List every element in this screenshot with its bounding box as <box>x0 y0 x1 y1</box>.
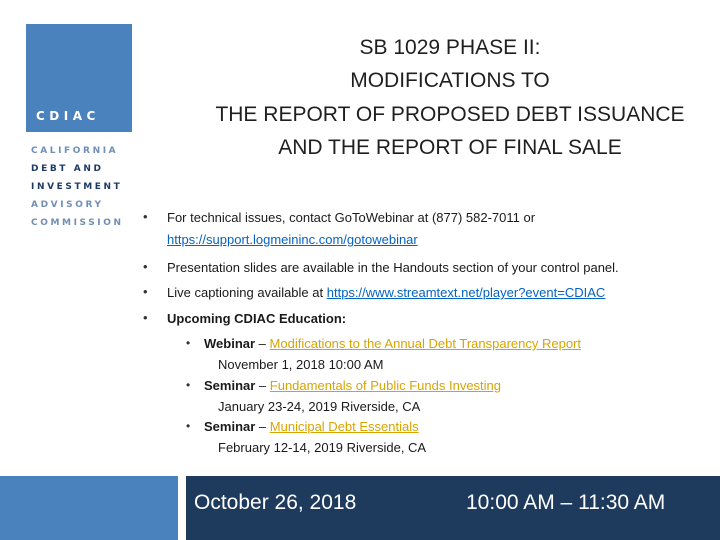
sub-bullet-icon: • <box>186 378 191 392</box>
education-item-1 <box>204 336 581 351</box>
captioning-line <box>167 285 605 300</box>
education-item-3 <box>204 419 419 434</box>
education-type: Webinar <box>204 336 256 351</box>
education-item-2-detail: January 23-24, 2019 Riverside, CA <box>218 399 421 414</box>
footer-date: October 26, 2018 <box>194 491 357 514</box>
org-name-line-1: CALIFORNIA <box>31 146 119 156</box>
footer-accent-block <box>0 476 178 540</box>
cdiac-logo-text: CDIAC <box>36 109 100 123</box>
tech-support-text: For technical issues, contact GoToWebinar at (877) 582-7011 or <box>167 210 536 225</box>
education-item-2 <box>204 378 501 393</box>
footer-time: 10:00 AM – 11:30 AM <box>466 491 666 514</box>
gotowebinar-support-link[interactable]: https://support.logmeininc.com/gotowebinar <box>167 232 418 247</box>
captioning-text: Live captioning available at <box>167 285 327 300</box>
education-type: Seminar <box>204 378 256 393</box>
streamtext-link[interactable]: https://www.streamtext.net/player?event=CDIAC <box>326 285 606 300</box>
seminar-link-public-funds[interactable]: Fundamentals of Public Funds Investing <box>269 378 502 393</box>
seminar-link-municipal-debt[interactable]: Municipal Debt Essentials <box>269 419 419 434</box>
sub-bullet-icon: • <box>186 336 191 350</box>
bullet-icon: • <box>143 209 148 224</box>
education-dash: – <box>255 419 270 434</box>
bullet-icon: • <box>143 310 148 325</box>
education-dash: – <box>255 336 270 351</box>
webinar-link-transparency-report[interactable]: Modifications to the Annual Debt Transparency Report <box>269 336 581 351</box>
slide-title-line-2: MODIFICATIONS TO <box>350 69 550 92</box>
upcoming-education-heading: Upcoming CDIAC Education: <box>167 311 347 326</box>
org-name-line-5: COMMISSION <box>31 218 124 228</box>
slide-title-line-3: THE REPORT OF PROPOSED DEBT ISSUANCE <box>215 103 685 126</box>
org-name-line-3: INVESTMENT <box>31 182 123 192</box>
bullet-icon: • <box>143 259 148 274</box>
handouts-text: Presentation slides are available in the Handouts section of your control panel. <box>167 260 619 275</box>
education-type: Seminar <box>204 419 256 434</box>
education-item-1-detail: November 1, 2018 10:00 AM <box>218 357 384 372</box>
slide-title-line-1: SB 1029 PHASE II: <box>359 36 541 59</box>
org-name-line-2: DEBT AND <box>31 164 104 174</box>
education-dash: – <box>255 378 270 393</box>
slide-title-line-4: AND THE REPORT OF FINAL SALE <box>278 136 622 159</box>
org-name-line-4: ADVISORY <box>31 200 104 210</box>
education-item-3-detail: February 12-14, 2019 Riverside, CA <box>218 440 427 455</box>
bullet-icon: • <box>143 284 148 299</box>
sub-bullet-icon: • <box>186 419 191 433</box>
